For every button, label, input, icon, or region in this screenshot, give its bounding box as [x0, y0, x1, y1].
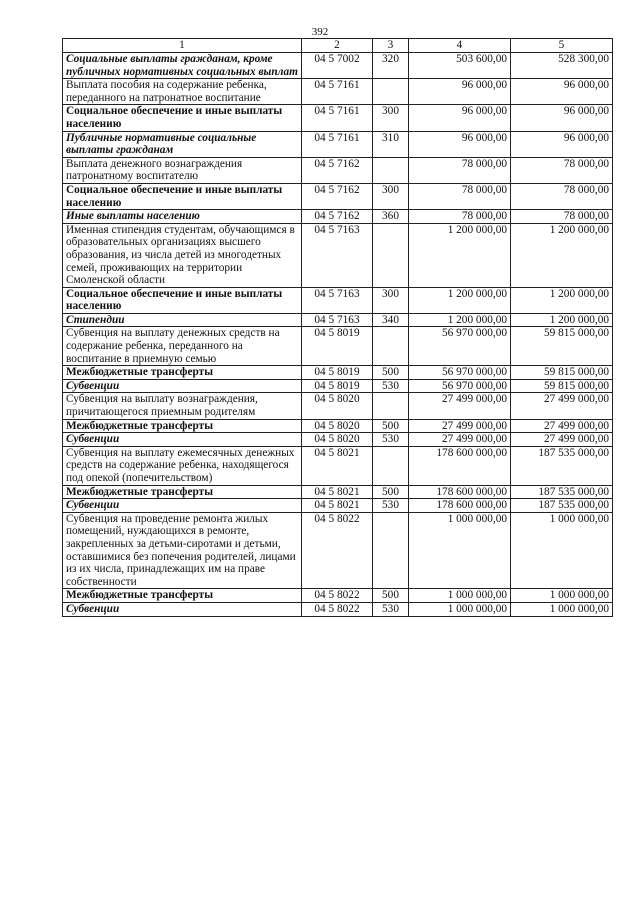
row-amount-year-1: 1 200 000,00 [409, 223, 511, 287]
row-code: 04 5 7161 [302, 105, 373, 131]
row-name: Субвенции [63, 433, 302, 447]
row-name: Субвенции [63, 602, 302, 616]
row-amount-year-1: 503 600,00 [409, 53, 511, 79]
row-amount-year-1: 96 000,00 [409, 79, 511, 105]
row-amount-year-1: 27 499 000,00 [409, 433, 511, 447]
row-expense-type [373, 157, 409, 183]
table-row [63, 433, 613, 447]
table-row [63, 79, 613, 105]
row-name: Субвенция на проведение ремонта жилых помещений, нуждающихся в ремонте, закрепленных за детьми-сиротами и детьми, оставшимися без попечения родителей, лицами из их числа, принадлежащих им на праве собственности [63, 512, 302, 589]
row-code: 04 5 8019 [302, 327, 373, 366]
row-expense-type: 500 [373, 485, 409, 499]
row-name: Социальное обеспечение и иные выплаты населению [63, 105, 302, 131]
row-amount-year-2: 187 535 000,00 [511, 485, 613, 499]
row-expense-type [373, 327, 409, 366]
row-amount-year-1: 78 000,00 [409, 210, 511, 224]
row-amount-year-2: 96 000,00 [511, 79, 613, 105]
row-code: 04 5 7162 [302, 183, 373, 209]
table-row [63, 379, 613, 393]
row-code: 04 5 7163 [302, 223, 373, 287]
row-amount-year-2: 59 815 000,00 [511, 379, 613, 393]
row-amount-year-2: 96 000,00 [511, 131, 613, 157]
row-code: 04 5 7162 [302, 157, 373, 183]
table-row [63, 157, 613, 183]
row-amount-year-1: 78 000,00 [409, 157, 511, 183]
row-code: 04 5 7163 [302, 313, 373, 327]
table-row [63, 53, 613, 79]
row-name: Субвенции [63, 379, 302, 393]
row-name: Публичные нормативные социальные выплаты гражданам [63, 131, 302, 157]
row-name: Выплата пособия на содержание ребенка, переданного на патронатное воспитание [63, 79, 302, 105]
row-expense-type: 530 [373, 499, 409, 513]
row-name: Социальные выплаты гражданам, кроме публичных нормативных социальных выплат [63, 53, 302, 79]
row-name: Межбюджетные трансферты [63, 419, 302, 433]
column-header: 3 [373, 39, 409, 53]
row-amount-year-1: 56 970 000,00 [409, 366, 511, 380]
table-row [63, 446, 613, 485]
row-expense-type: 530 [373, 433, 409, 447]
row-amount-year-1: 1 000 000,00 [409, 602, 511, 616]
row-amount-year-2: 187 535 000,00 [511, 446, 613, 485]
row-expense-type: 360 [373, 210, 409, 224]
row-amount-year-1: 56 970 000,00 [409, 379, 511, 393]
row-expense-type: 300 [373, 287, 409, 313]
row-name: Субвенция на выплату вознаграждения, причитающегося приемным родителям [63, 393, 302, 419]
row-expense-type: 340 [373, 313, 409, 327]
row-expense-type [373, 446, 409, 485]
table-row [63, 499, 613, 513]
row-amount-year-1: 96 000,00 [409, 105, 511, 131]
row-amount-year-1: 1 200 000,00 [409, 287, 511, 313]
row-amount-year-2: 78 000,00 [511, 210, 613, 224]
row-amount-year-1: 1 000 000,00 [409, 589, 511, 603]
row-code: 04 5 8021 [302, 499, 373, 513]
row-amount-year-2: 27 499 000,00 [511, 393, 613, 419]
row-amount-year-2: 96 000,00 [511, 105, 613, 131]
row-amount-year-1: 178 600 000,00 [409, 485, 511, 499]
row-expense-type: 300 [373, 183, 409, 209]
row-amount-year-1: 56 970 000,00 [409, 327, 511, 366]
row-amount-year-2: 78 000,00 [511, 183, 613, 209]
row-amount-year-2: 1 000 000,00 [511, 602, 613, 616]
row-expense-type: 300 [373, 105, 409, 131]
row-expense-type: 530 [373, 602, 409, 616]
row-expense-type: 310 [373, 131, 409, 157]
table-row [63, 105, 613, 131]
row-name: Именная стипендия студентам, обучающимся в образовательных организациях высшего образования, из числа детей из многодетных семей, проживающих на территории Смоленской области [63, 223, 302, 287]
column-header: 4 [409, 39, 511, 53]
row-code: 04 5 7161 [302, 79, 373, 105]
row-amount-year-1: 78 000,00 [409, 183, 511, 209]
row-name: Субвенция на выплату денежных средств на содержание ребенка, переданного на воспитание в приемную семью [63, 327, 302, 366]
table-row [63, 419, 613, 433]
row-code: 04 5 7161 [302, 131, 373, 157]
row-code: 04 5 7162 [302, 210, 373, 224]
row-code: 04 5 7002 [302, 53, 373, 79]
row-amount-year-1: 96 000,00 [409, 131, 511, 157]
row-expense-type: 500 [373, 366, 409, 380]
row-expense-type: 530 [373, 379, 409, 393]
row-amount-year-2: 78 000,00 [511, 157, 613, 183]
row-amount-year-2: 1 000 000,00 [511, 512, 613, 589]
row-expense-type: 320 [373, 53, 409, 79]
row-amount-year-2: 187 535 000,00 [511, 499, 613, 513]
page-number: 392 [311, 26, 329, 38]
row-expense-type [373, 512, 409, 589]
row-code: 04 5 8021 [302, 446, 373, 485]
row-amount-year-2: 1 200 000,00 [511, 287, 613, 313]
row-code: 04 5 8020 [302, 393, 373, 419]
table-row [63, 366, 613, 380]
row-amount-year-2: 59 815 000,00 [511, 327, 613, 366]
table-row [63, 313, 613, 327]
row-name: Иные выплаты населению [63, 210, 302, 224]
table-row [63, 183, 613, 209]
table-row [63, 327, 613, 366]
row-amount-year-2: 1 000 000,00 [511, 589, 613, 603]
table-row [63, 602, 613, 616]
table-row [63, 589, 613, 603]
row-amount-year-2: 1 200 000,00 [511, 313, 613, 327]
table-row [63, 485, 613, 499]
row-name: Стипендии [63, 313, 302, 327]
row-name: Социальное обеспечение и иные выплаты населению [63, 287, 302, 313]
row-amount-year-2: 27 499 000,00 [511, 433, 613, 447]
row-code: 04 5 8020 [302, 419, 373, 433]
row-expense-type [373, 223, 409, 287]
row-code: 04 5 7163 [302, 287, 373, 313]
row-code: 04 5 8022 [302, 589, 373, 603]
table-row [63, 131, 613, 157]
row-amount-year-1: 1 200 000,00 [409, 313, 511, 327]
row-expense-type: 500 [373, 419, 409, 433]
table-row [63, 512, 613, 589]
row-code: 04 5 8022 [302, 602, 373, 616]
row-code: 04 5 8021 [302, 485, 373, 499]
row-name: Субвенции [63, 499, 302, 513]
table-row [63, 393, 613, 419]
column-header: 5 [511, 39, 613, 53]
row-name: Выплата денежного вознаграждения патронатному воспитателю [63, 157, 302, 183]
row-expense-type: 500 [373, 589, 409, 603]
budget-table [62, 38, 613, 617]
row-amount-year-1: 178 600 000,00 [409, 499, 511, 513]
table-row [63, 287, 613, 313]
row-amount-year-2: 528 300,00 [511, 53, 613, 79]
row-name: Межбюджетные трансферты [63, 366, 302, 380]
row-name: Межбюджетные трансферты [63, 485, 302, 499]
row-expense-type [373, 79, 409, 105]
row-amount-year-2: 1 200 000,00 [511, 223, 613, 287]
row-amount-year-1: 27 499 000,00 [409, 393, 511, 419]
column-header: 2 [302, 39, 373, 53]
row-expense-type [373, 393, 409, 419]
column-header: 1 [63, 39, 302, 53]
row-amount-year-1: 178 600 000,00 [409, 446, 511, 485]
row-amount-year-2: 27 499 000,00 [511, 419, 613, 433]
header-row [63, 39, 613, 53]
row-name: Субвенция на выплату ежемесячных денежных средств на содержание ребенка, находящегося под опекой (попечительством) [63, 446, 302, 485]
row-code: 04 5 8020 [302, 433, 373, 447]
row-amount-year-2: 59 815 000,00 [511, 366, 613, 380]
row-amount-year-1: 1 000 000,00 [409, 512, 511, 589]
table-row [63, 210, 613, 224]
table-row [63, 223, 613, 287]
row-amount-year-1: 27 499 000,00 [409, 419, 511, 433]
row-code: 04 5 8019 [302, 366, 373, 380]
row-code: 04 5 8019 [302, 379, 373, 393]
row-code: 04 5 8022 [302, 512, 373, 589]
row-name: Социальное обеспечение и иные выплаты населению [63, 183, 302, 209]
row-name: Межбюджетные трансферты [63, 589, 302, 603]
